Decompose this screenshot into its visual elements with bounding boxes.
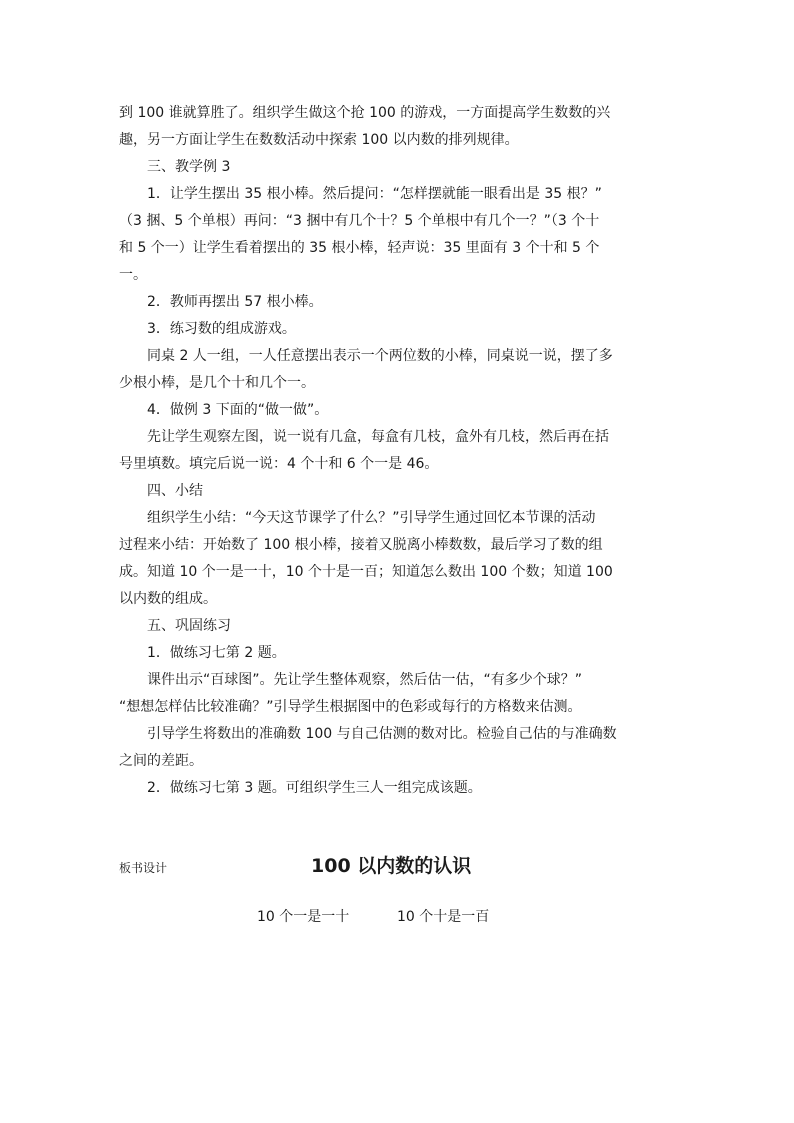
text-line: 组织学生小结：“今天这节课学了什么？”引导学生通过回忆本节课的活动 <box>147 510 596 526</box>
board-title: 100 以内数的认识 <box>311 855 472 877</box>
text-line: 五、巩固练习 <box>147 618 231 634</box>
text-line: （3 捆、5 个单根）再问：“3 捆中有几个十？5 个单根中有几个一？”（3 个十 <box>119 213 600 229</box>
text-line: 2．做练习七第 3 题。可组织学生三人一组完成该题。 <box>147 780 482 796</box>
board-line-tens: 10 个十是一百 <box>397 909 490 925</box>
text-line: 4．做例 3 下面的“做一做”。 <box>147 402 329 418</box>
text-line: 课件出示“百球图”。先让学生整体观察，然后估一估，“有多少个球？” <box>147 672 583 688</box>
text-line: 先让学生观察左图，说一说有几盒，每盒有几枝，盒外有几枝，然后再在括 <box>147 429 609 445</box>
text-line: “想想怎样估比较准确？”引导学生根据图中的色彩或每行的方格数来估测。 <box>119 699 582 715</box>
text-line: 以内数的组成。 <box>119 591 217 607</box>
text-line: 和 5 个一）让学生看着摆出的 35 根小棒，轻声说：35 里面有 3 个十和 5 个 <box>119 240 600 256</box>
text-line: 三、教学例 3 <box>147 159 231 175</box>
text-line: 趣，另一方面让学生在数数活动中探索 100 以内数的排列规律。 <box>119 132 519 148</box>
text-line: 同桌 2 人一组，一人任意摆出表示一个两位数的小棒，同桌说一说，摆了多 <box>147 348 613 364</box>
text-line: 之间的差距。 <box>119 753 203 769</box>
text-line: 引导学生将数出的准确数 100 与自己估测的数对比。检验自己估的与准确数 <box>147 726 617 742</box>
board-design-label: 板书设计 <box>119 861 168 875</box>
text-line: 3．练习数的组成游戏。 <box>147 321 296 337</box>
text-line: 到 100 谁就算胜了。组织学生做这个抢 100 的游戏，一方面提高学生数数的兴 <box>119 105 611 121</box>
text-line: 成。知道 10 个一是一十，10 个十是一百；知道怎么数出 100 个数；知道 100 <box>119 564 613 580</box>
text-line: 少根小棒，是几个十和几个一。 <box>119 375 315 391</box>
board-line-ones: 10 个一是一十 <box>257 909 350 925</box>
text-line: 号里填数。填完后说一说：4 个十和 6 个一是 46。 <box>119 456 439 472</box>
text-line: 2．教师再摆出 57 根小棒。 <box>147 294 323 310</box>
text-line: 一。 <box>119 267 147 283</box>
text-line: 过程来小结：开始数了 100 根小棒，接着又脱离小棒数数，最后学习了数的组 <box>119 537 603 553</box>
lesson-body <box>119 100 679 802</box>
text-line: 1．做练习七第 2 题。 <box>147 645 286 661</box>
text-line: 四、小结 <box>147 483 203 499</box>
text-line: 1．让学生摆出 35 根小棒。然后提问：“怎样摆就能一眼看出是 35 根？” <box>147 186 602 202</box>
